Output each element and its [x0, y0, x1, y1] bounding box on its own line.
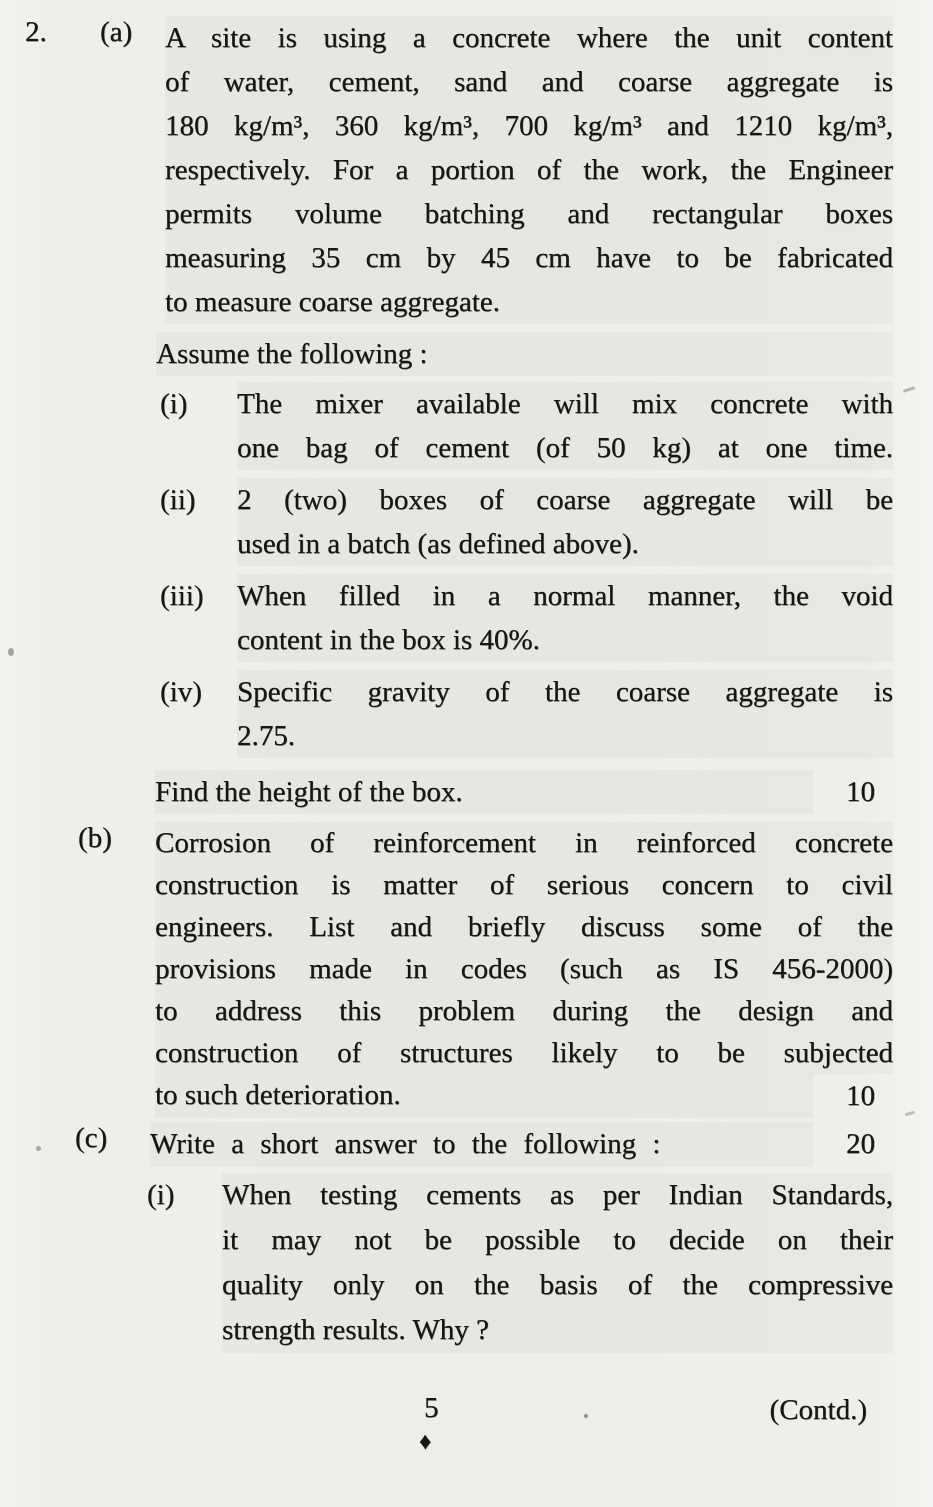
- item-label: (i): [147, 1179, 175, 1211]
- text-line: permits volume batching and rectangular boxes: [165, 192, 893, 236]
- find-row: [155, 770, 893, 814]
- item-text: [222, 1173, 893, 1353]
- text-line: 180 kg/m³, 360 kg/m³, 700 kg/m³ and 1210 kg/m³,: [165, 104, 893, 148]
- text-line: 2.75.: [237, 714, 893, 758]
- item-label: (iv): [160, 676, 202, 708]
- question-part-c: [0, 1122, 933, 1353]
- part-a-label: (a): [100, 16, 133, 48]
- page-footer: [0, 1388, 933, 1468]
- list-item-iii: [160, 574, 893, 662]
- item-label: (ii): [160, 484, 196, 516]
- part-c-content: [147, 1122, 893, 1353]
- question-number: 2.: [25, 16, 47, 48]
- item-text: [237, 574, 893, 662]
- item-label: (i): [160, 388, 188, 420]
- text-line: to such deterioration.: [155, 1074, 813, 1118]
- intro-row: [150, 1122, 893, 1167]
- text-line: respectively. For a portion of the work, the Engineer: [165, 148, 893, 192]
- list-item-ii: [160, 478, 893, 566]
- text-line: measuring 35 cm by 45 cm have to be fabricated: [165, 236, 893, 280]
- item-label: (iii): [160, 580, 204, 612]
- page-number: 5: [424, 1392, 439, 1424]
- question-part-a: [0, 16, 933, 814]
- part-b-label: (b): [78, 822, 112, 854]
- text-line: provisions made in codes (such as IS 456-2000): [155, 948, 893, 990]
- scan-artifact: [584, 1414, 588, 1418]
- part-b-content: [155, 822, 893, 1118]
- scan-artifact: [36, 1146, 41, 1151]
- last-line-row: [155, 1074, 893, 1118]
- text-line: quality only on the basis of the compressive: [222, 1263, 893, 1308]
- find-text: Find the height of the box.: [155, 770, 813, 814]
- text-line: 2 (two) boxes of coarse aggregate will be: [237, 478, 893, 522]
- text-line: The mixer available will mix concrete with: [237, 382, 893, 426]
- continued-label: (Contd.): [769, 1394, 867, 1426]
- list-item-iv: [160, 670, 893, 758]
- text-line: of water, cement, sand and coarse aggregate is: [165, 60, 893, 104]
- text-line: to measure coarse aggregate.: [165, 280, 893, 324]
- text-line: used in a batch (as defined above).: [237, 522, 893, 566]
- text-line: it may not be possible to decide on their: [222, 1218, 893, 1263]
- text-line: Corrosion of reinforcement in reinforced concrete: [155, 822, 893, 864]
- assume-heading: Assume the following :: [156, 332, 893, 376]
- marks-part-c: 20: [846, 1128, 875, 1160]
- list-item-i: [147, 1173, 893, 1353]
- text-line: When filled in a normal manner, the void: [237, 574, 893, 618]
- text-line: When testing cements as per Indian Standards,: [222, 1173, 893, 1218]
- text-line: engineers. List and briefly discuss some of the: [155, 906, 893, 948]
- text-line: strength results. Why ?: [222, 1308, 893, 1353]
- marks-part-a: 10: [846, 776, 875, 808]
- intro-text: Write a short answer to the following :: [150, 1122, 813, 1167]
- text-line: to address this problem during the design and: [155, 990, 893, 1032]
- text-line: A site is using a concrete where the unit content: [165, 16, 893, 60]
- text-line: Specific gravity of the coarse aggregate is: [237, 670, 893, 714]
- item-text: [237, 670, 893, 758]
- item-text: [237, 478, 893, 566]
- text-line: construction of structures likely to be subjected: [155, 1032, 893, 1074]
- list-item-i: [160, 382, 893, 470]
- text-line: one bag of cement (of 50 kg) at one time.: [237, 426, 893, 470]
- text-line: construction is matter of serious concern to civil: [155, 864, 893, 906]
- text-line: content in the box is 40%.: [237, 618, 893, 662]
- item-text: [237, 382, 893, 470]
- marks-part-b: 10: [846, 1080, 875, 1112]
- diamond-icon: ♦: [419, 1429, 432, 1455]
- question-part-b: [0, 822, 933, 1118]
- scan-artifact: [8, 648, 14, 656]
- part-a-content: [155, 16, 893, 814]
- part-c-label: (c): [75, 1122, 108, 1154]
